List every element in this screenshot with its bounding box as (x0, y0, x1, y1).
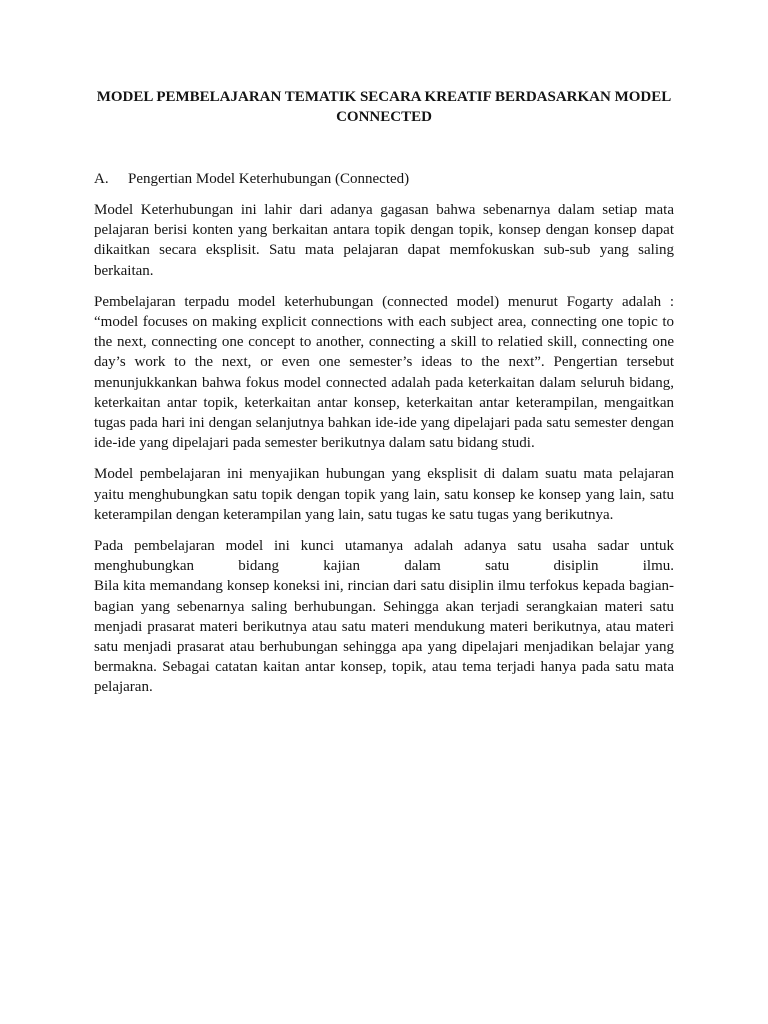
paragraph-3: Model pembelajaran ini menyajikan hubungan yang eksplisit di dalam suatu mata pelajaran yaitu menghubungkan satu topik dengan topik yang lain, satu konsep ke konsep yang lain, satu keterampilan dengan keterampilan yang lain, satu tugas ke satu tugas yang berikutnya. (94, 466, 674, 523)
section-heading-text: Pengertian Model Keterhubungan (Connected) (128, 171, 410, 187)
paragraph-4: Pada pembelajaran model ini kunci utamanya adalah adanya satu usaha sadar untuk menghubungkan bidang kajian dalam satu disiplin ilmu. (94, 538, 674, 575)
paragraph-1: Model Keterhubungan ini lahir dari adanya gagasan bahwa sebenarnya dalam setiap mata pelajaran berisi konten yang berkaitan antara topik dengan topik, konsep dengan konsep dapat dikaitkan secara eksplisit. Satu mata pelajaran dapat memfokuskan sub-sub yang saling berkaitan. (94, 202, 674, 279)
paragraph-2: Pembelajaran terpadu model keterhubungan (connected model) menurut Fogarty adalah : “model focuses on making explicit connections with each subject area, connecting one topic to the next, connecting one concept to another, connecting a skill to relatied skill, connecting one day’s work to the next, or even one semester’s ideas to the next”. Pengertian tersebut menunjukkankan bahwa fokus model connected adalah pada keterkaitan dalam seluruh bidang, keterkaitan antar topik, keterkaitan antar konsep, keterkaitan antar keterampilan, mengaitkan tugas pada hari ini dengan selanjutnya bahkan ide-ide yang dipelajari pada satu semester dengan ide-ide yang dipelajari pada semester berikutnya dalam satu bidang studi. (94, 293, 674, 452)
document-title: MODEL PEMBELAJARAN TEMATIK SECARA KREATIF BERDASARKAN MODEL CONNECTED (96, 89, 672, 125)
document-body (94, 200, 674, 709)
section-number: A. (94, 171, 109, 187)
paragraph-5: Bila kita memandang konsep koneksi ini, rincian dari satu disiplin ilmu terfokus kepada bagian-bagian yang sebenarnya saling berhubungan. Sehingga akan terjadi serangkaian materi satu menjadi prasarat materi berikutnya atau satu materi mendukung materi berikutnya, atau materi satu menjadi prasarat atau berhubungan sehingga apa yang dipelajari menjadikan belajar yang bermakna. Sebagai catatan kaitan antar konsep, topik, atau tema terjadi hanya pada satu mata pelajaran. (94, 578, 674, 696)
section-heading (94, 169, 409, 189)
